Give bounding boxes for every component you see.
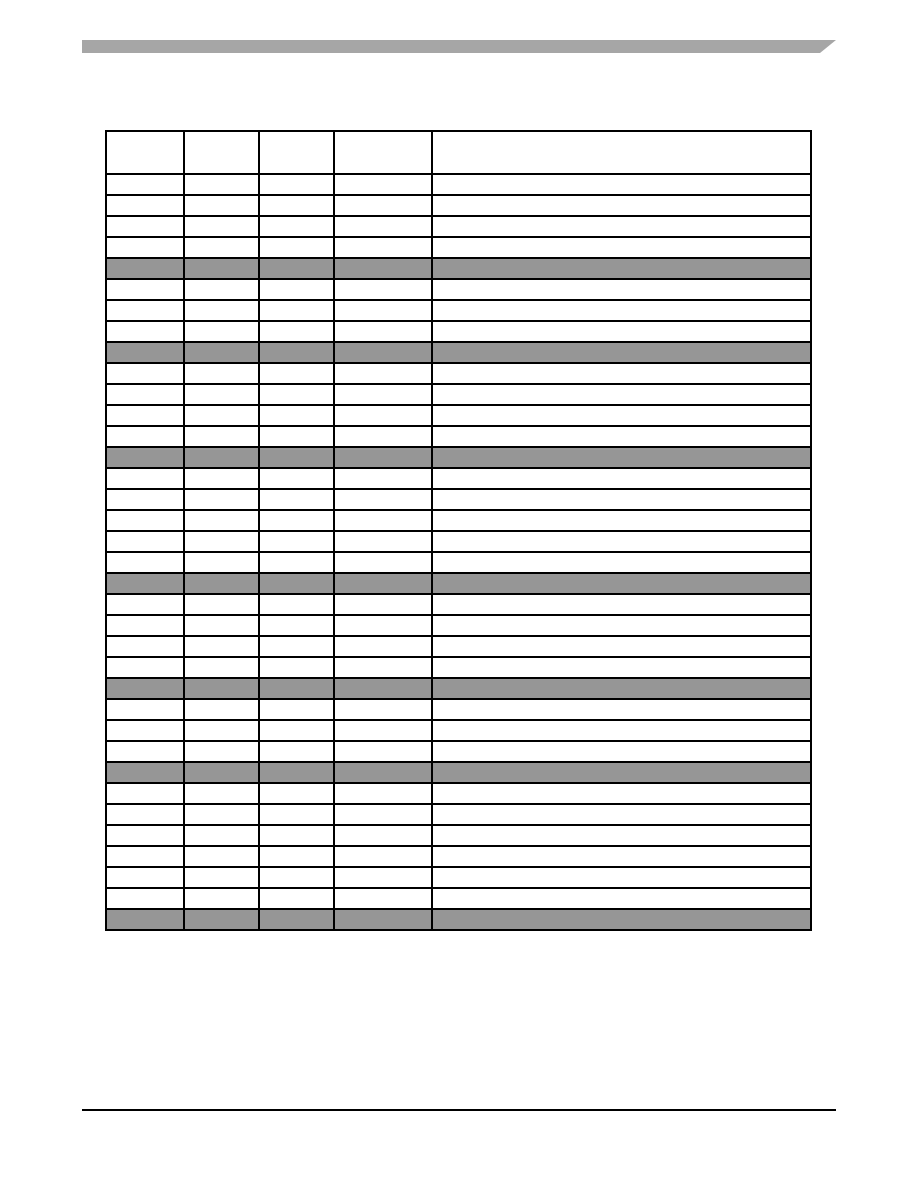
table-cell <box>259 447 334 468</box>
table-cell <box>334 363 432 384</box>
table-cell <box>432 573 811 594</box>
table-cell <box>432 699 811 720</box>
table-cell <box>106 678 184 699</box>
table-cell <box>106 258 184 279</box>
table-cell <box>259 195 334 216</box>
table-cell <box>184 489 259 510</box>
table-row <box>106 888 811 909</box>
table-cell <box>106 237 184 258</box>
table-cell <box>184 174 259 195</box>
table-cell <box>259 279 334 300</box>
table-cell <box>184 867 259 888</box>
table-row <box>106 405 811 426</box>
table-row <box>106 279 811 300</box>
table-cell <box>432 321 811 342</box>
table-cell <box>334 321 432 342</box>
table-cell <box>106 615 184 636</box>
table-row <box>106 468 811 489</box>
table-cell <box>432 258 811 279</box>
header-bar-shape <box>82 40 836 53</box>
table-cell <box>334 174 432 195</box>
table-cell <box>184 426 259 447</box>
table-cell <box>184 846 259 867</box>
table-cell <box>259 174 334 195</box>
table-cell <box>184 510 259 531</box>
table-cell <box>184 279 259 300</box>
table-cell <box>259 489 334 510</box>
table-cell <box>259 762 334 783</box>
table-cell <box>334 573 432 594</box>
table-cell <box>334 405 432 426</box>
table-row <box>106 636 811 657</box>
table-cell <box>432 888 811 909</box>
table-cell <box>334 636 432 657</box>
column-header-5 <box>432 131 811 174</box>
table-cell <box>432 489 811 510</box>
table-cell <box>334 804 432 825</box>
table-cell <box>259 888 334 909</box>
table-section-row <box>106 678 811 699</box>
table-cell <box>259 825 334 846</box>
table-cell <box>106 657 184 678</box>
table-cell <box>184 783 259 804</box>
table-cell <box>334 510 432 531</box>
table-cell <box>432 804 811 825</box>
table-cell <box>106 699 184 720</box>
table-cell <box>184 321 259 342</box>
table-cell <box>334 657 432 678</box>
table-cell <box>334 216 432 237</box>
table-cell <box>432 384 811 405</box>
table-cell <box>106 468 184 489</box>
table-cell <box>184 216 259 237</box>
table-cell <box>184 552 259 573</box>
table-cell <box>259 615 334 636</box>
table-cell <box>184 573 259 594</box>
table-body <box>106 174 811 930</box>
table-row <box>106 384 811 405</box>
table-cell <box>334 342 432 363</box>
table-row <box>106 363 811 384</box>
table-row <box>106 846 811 867</box>
table-cell <box>106 783 184 804</box>
table-cell <box>184 720 259 741</box>
table-cell <box>184 762 259 783</box>
table-cell <box>334 489 432 510</box>
table-cell <box>106 405 184 426</box>
table-cell <box>432 531 811 552</box>
table-cell <box>106 174 184 195</box>
table-cell <box>432 237 811 258</box>
footer-rule <box>82 1109 836 1111</box>
table-cell <box>259 594 334 615</box>
table-cell <box>106 384 184 405</box>
table-cell <box>259 426 334 447</box>
table-cell <box>334 867 432 888</box>
table-row <box>106 741 811 762</box>
table-cell <box>259 909 334 930</box>
table-cell <box>259 741 334 762</box>
table-row <box>106 867 811 888</box>
table-section-row <box>106 909 811 930</box>
table-cell <box>259 699 334 720</box>
table-cell <box>184 888 259 909</box>
column-header-4 <box>334 131 432 174</box>
table-section-row <box>106 762 811 783</box>
table-cell <box>106 342 184 363</box>
table-cell <box>432 195 811 216</box>
table-cell <box>432 552 811 573</box>
table-cell <box>432 825 811 846</box>
table-section-row <box>106 258 811 279</box>
table-cell <box>334 531 432 552</box>
table-section-row <box>106 342 811 363</box>
table-cell <box>184 804 259 825</box>
table-cell <box>334 258 432 279</box>
table-row <box>106 552 811 573</box>
table-cell <box>334 195 432 216</box>
table-cell <box>184 531 259 552</box>
table-cell <box>106 552 184 573</box>
table-cell <box>432 216 811 237</box>
table-cell <box>432 426 811 447</box>
table-cell <box>432 678 811 699</box>
table-cell <box>259 804 334 825</box>
table-section-row <box>106 447 811 468</box>
table-row <box>106 510 811 531</box>
table-cell <box>106 867 184 888</box>
table-cell <box>106 720 184 741</box>
table-cell <box>106 195 184 216</box>
table-cell <box>106 825 184 846</box>
table-cell <box>259 342 334 363</box>
table-cell <box>432 783 811 804</box>
table-cell <box>259 846 334 867</box>
table-cell <box>432 447 811 468</box>
table-cell <box>106 363 184 384</box>
table-cell <box>106 909 184 930</box>
table-cell <box>106 321 184 342</box>
table-cell <box>334 741 432 762</box>
table-cell <box>184 699 259 720</box>
table-cell <box>432 594 811 615</box>
table-cell <box>432 468 811 489</box>
table-cell <box>334 762 432 783</box>
table-cell <box>106 888 184 909</box>
column-header-2 <box>184 131 259 174</box>
table-cell <box>184 195 259 216</box>
table-cell <box>334 846 432 867</box>
table-cell <box>432 846 811 867</box>
column-header-1 <box>106 131 184 174</box>
table-cell <box>106 489 184 510</box>
table-cell <box>259 510 334 531</box>
table-row <box>106 699 811 720</box>
table-cell <box>334 594 432 615</box>
table-cell <box>259 216 334 237</box>
table-cell <box>106 216 184 237</box>
table-cell <box>334 384 432 405</box>
table-row <box>106 615 811 636</box>
table-row <box>106 174 811 195</box>
table-cell <box>334 237 432 258</box>
table-cell <box>432 279 811 300</box>
table-cell <box>334 678 432 699</box>
table-cell <box>184 468 259 489</box>
table-row <box>106 783 811 804</box>
table-cell <box>259 783 334 804</box>
table-cell <box>334 720 432 741</box>
table-row <box>106 804 811 825</box>
table-cell <box>259 405 334 426</box>
table-cell <box>432 510 811 531</box>
table-cell <box>106 447 184 468</box>
table-cell <box>184 258 259 279</box>
table-cell <box>334 699 432 720</box>
table-cell <box>106 510 184 531</box>
table-cell <box>334 447 432 468</box>
table-cell <box>259 384 334 405</box>
column-header-3 <box>259 131 334 174</box>
table-cell <box>259 720 334 741</box>
table-cell <box>106 804 184 825</box>
table-cell <box>334 825 432 846</box>
table-cell <box>106 426 184 447</box>
table-cell <box>184 405 259 426</box>
table-cell <box>432 174 811 195</box>
table-cell <box>259 300 334 321</box>
table-cell <box>106 594 184 615</box>
table-cell <box>432 363 811 384</box>
table-cell <box>432 615 811 636</box>
table-cell <box>432 636 811 657</box>
table-cell <box>184 615 259 636</box>
table-row <box>106 195 811 216</box>
table-cell <box>184 342 259 363</box>
table-section-row <box>106 573 811 594</box>
table-cell <box>334 888 432 909</box>
table-header-row <box>106 131 811 174</box>
table-cell <box>184 384 259 405</box>
table-row <box>106 720 811 741</box>
table-cell <box>184 636 259 657</box>
table-cell <box>334 615 432 636</box>
table-row <box>106 216 811 237</box>
table-cell <box>106 846 184 867</box>
table-cell <box>334 300 432 321</box>
table-row <box>106 657 811 678</box>
table-cell <box>334 279 432 300</box>
page-header-bar <box>82 40 836 53</box>
data-table <box>105 130 812 931</box>
table-row <box>106 426 811 447</box>
table-cell <box>334 783 432 804</box>
table-cell <box>259 321 334 342</box>
table-cell <box>259 237 334 258</box>
table-cell <box>106 573 184 594</box>
table-cell <box>106 762 184 783</box>
table-cell <box>259 636 334 657</box>
table-cell <box>184 363 259 384</box>
table-cell <box>259 867 334 888</box>
table-cell <box>184 909 259 930</box>
table-row <box>106 321 811 342</box>
table-cell <box>432 342 811 363</box>
table-cell <box>259 678 334 699</box>
table-cell <box>184 237 259 258</box>
table-cell <box>432 720 811 741</box>
table-cell <box>106 636 184 657</box>
table-cell <box>259 573 334 594</box>
table-row <box>106 594 811 615</box>
table-cell <box>184 825 259 846</box>
table-cell <box>432 405 811 426</box>
table-row <box>106 300 811 321</box>
table-cell <box>106 300 184 321</box>
table-cell <box>184 594 259 615</box>
table-row <box>106 531 811 552</box>
table-cell <box>334 552 432 573</box>
table-cell <box>259 531 334 552</box>
table-row <box>106 237 811 258</box>
table-cell <box>184 447 259 468</box>
table-cell <box>259 363 334 384</box>
table-cell <box>259 552 334 573</box>
table-cell <box>334 909 432 930</box>
table-cell <box>432 657 811 678</box>
table-cell <box>432 909 811 930</box>
table-row <box>106 825 811 846</box>
table-cell <box>106 279 184 300</box>
table-cell <box>259 468 334 489</box>
table-cell <box>259 657 334 678</box>
table-cell <box>432 300 811 321</box>
table-cell <box>184 657 259 678</box>
table-cell <box>106 531 184 552</box>
table-cell <box>184 300 259 321</box>
table-cell <box>334 468 432 489</box>
table-cell <box>432 762 811 783</box>
table-cell <box>334 426 432 447</box>
table-row <box>106 489 811 510</box>
table-cell <box>106 741 184 762</box>
table-cell <box>432 741 811 762</box>
table-cell <box>259 258 334 279</box>
table-cell <box>184 741 259 762</box>
table-cell <box>432 867 811 888</box>
table-cell <box>184 678 259 699</box>
